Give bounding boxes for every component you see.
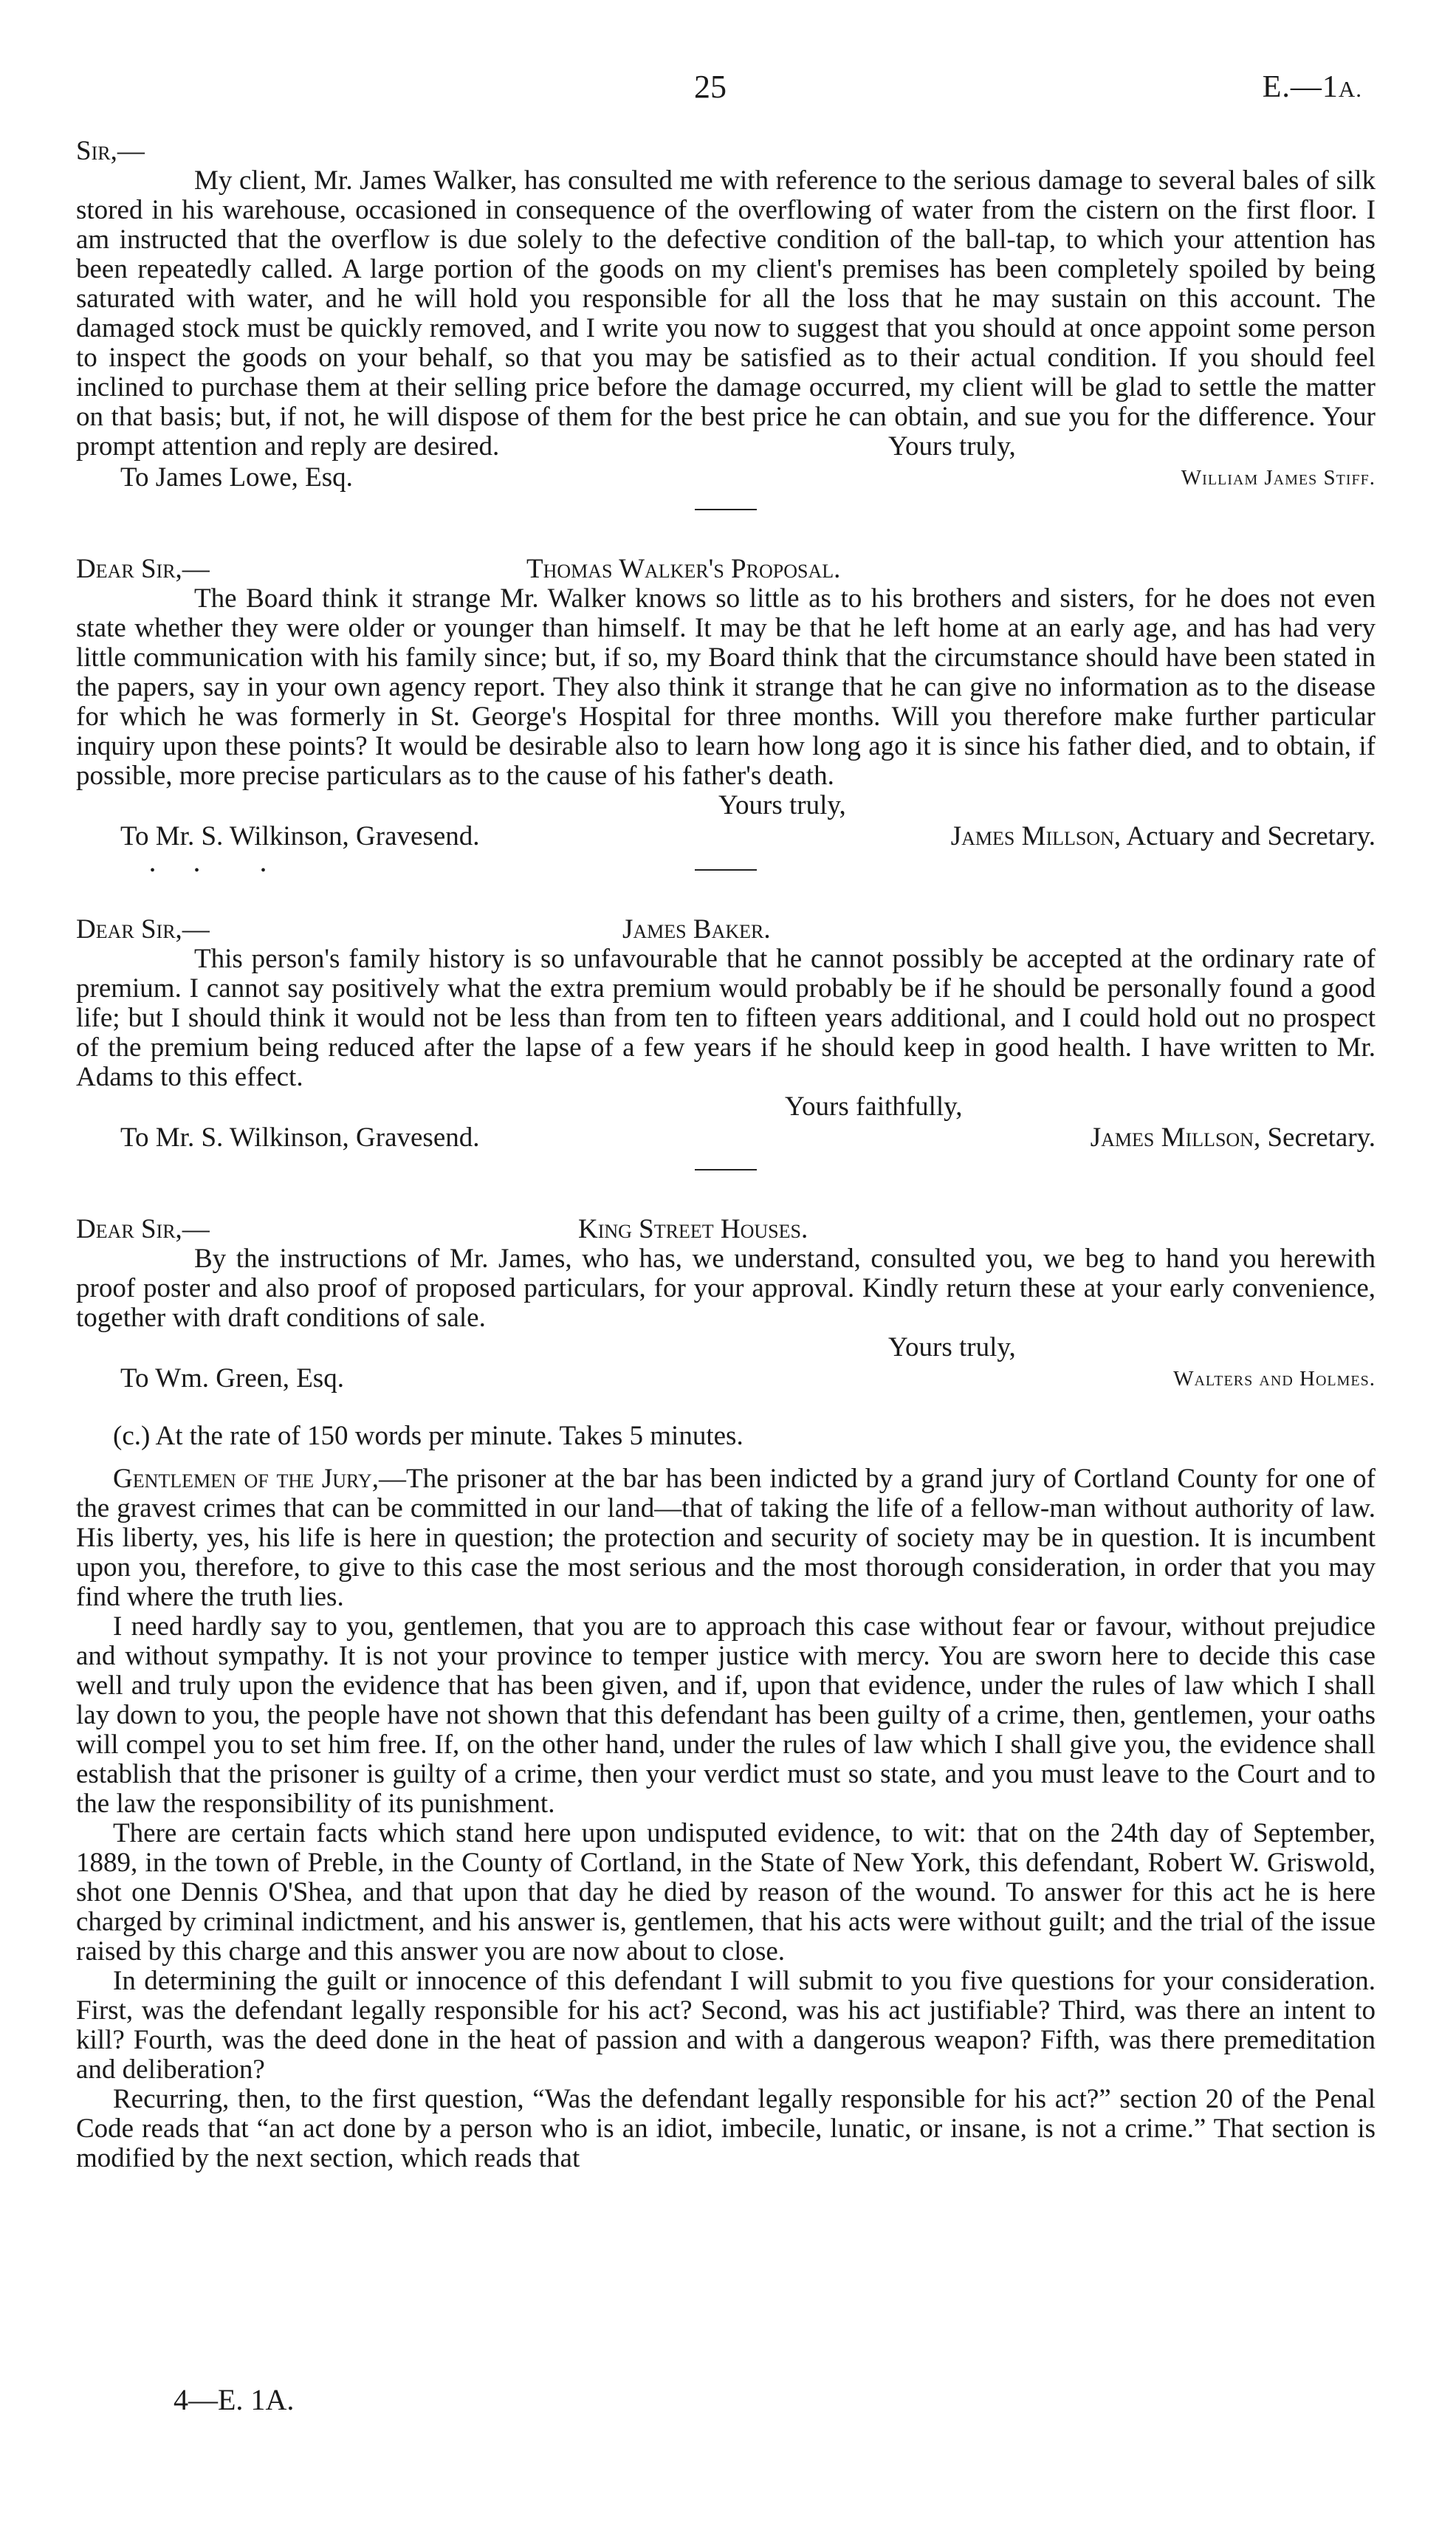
speech-paragraph: There are certain facts which stand here upon undisputed evidence, to wit: that on the 24th day of September, 1889, in the town of Preble, in the County of Cortland, in the State of New York, this defendant, Robert W. Griswold, shot one Dennis O'Shea, and that upon that day he died by reason of the wound. To answer for this act he is here charged by criminal indictment, and his answer is, gentlemen, that his acts were without guilt; and the trial of the issue raised by this charge and this answer you are now about to close. (76, 1818, 1376, 1967)
letter-addressee: To James Lowe, Esq. (120, 462, 353, 493)
letter-signature-row (76, 1123, 1376, 1154)
speech-paragraph: Gentlemen of the Jury,—The prisoner at the bar has been indicted by a grand jury of Cortland County for one of the gravest crimes that can be committed in our land—that of taking the life of a fellow-man without authority of law. His liberty, yes, his life is here in question; the protection and security of society may be in question. It is incumbent upon you, therefore, to give to this case the most serious and the most thorough consideration, in order that you may find where the truth lies. (76, 1464, 1376, 1612)
letter-heading-row (76, 1215, 1376, 1244)
letter-title: Thomas Walker's Proposal. (526, 554, 841, 584)
section-divider (695, 509, 757, 510)
letter-body: By the instructions of Mr. James, who has, we understand, consulted you, we beg to hand you herewith proof poster and also proof of proposed particulars, for your approval. Kindly return these at your early convenience, together with draft conditions of sale. (76, 1244, 1376, 1333)
letter-signature: James Millson, Secretary. (1090, 1122, 1376, 1153)
letter-heading-row (76, 915, 1376, 945)
letter-closing: Yours truly, (888, 431, 1016, 462)
letter-closing-row (76, 791, 1376, 822)
letter-signature-row (76, 822, 1376, 853)
letter-closing-row (76, 432, 1376, 463)
letter-addressee: To Wm. Green, Esq. (120, 1363, 344, 1394)
letter-salutation: Dear Sir,— (76, 1214, 210, 1244)
page-header (0, 69, 1456, 109)
speech-paragraph: I need hardly say to you, gentlemen, that you are to approach this case without fear or favour, without prejudice and without sympathy. It is not your province to temper justice with mercy. You are sworn here to decide this case well and truly upon the evidence that has been given, and if, upon that evidence, under the rules of law which I shall lay down to you, the people have not shown that this defendant has been guilty of a crime, then, gentlemen, your oaths will compel you to set him free. If, on the other hand, under the rules of law which I shall give you, the evidence shall establish that the prisoner is guilty of a crime, then your verdict must so state, and you must leave to the Court and to the law the responsibility of its punishment. (76, 1611, 1376, 1819)
speech-lead: Gentlemen of the Jury, (113, 1464, 379, 1494)
letter-closing-row (76, 1092, 1376, 1123)
letter-title: King Street Houses. (578, 1214, 808, 1244)
letter-signature: James Millson, Actuary and Secretary. (950, 821, 1376, 851)
section-c-heading: (c.) At the rate of 150 words per minute. Takes 5 minutes. (113, 1421, 744, 1451)
letter-closing: Yours faithfully, (785, 1091, 963, 1122)
letter-signature-row (76, 1364, 1376, 1395)
section-divider (695, 1169, 757, 1170)
signature-mark: 4—E. 1A. (174, 2383, 295, 2416)
section-divider (695, 869, 757, 871)
letter-closing: Yours truly, (718, 790, 846, 820)
letter-heading-row (76, 555, 1376, 584)
ref-main: E.—1 (1262, 70, 1339, 104)
document-reference (1263, 72, 1362, 104)
letter-salutation: Sir,— (76, 136, 145, 166)
letter-addressee: To Mr. S. Wilkinson, Gravesend. (120, 821, 480, 851)
letter-thomas-walker (76, 554, 1376, 879)
letter-title: James Baker. (622, 914, 771, 945)
letter-closing-row (76, 1333, 1376, 1364)
letter-king-street (76, 1215, 1376, 1395)
page-number: 25 (694, 69, 727, 105)
stray-marks: • • • (150, 863, 267, 879)
speech-paragraph: Recurring, then, to the first question, “Was the defendant legally responsible for his act?” section 20 of the Penal Code reads that “an act done by a person who is an idiot, imbecile, lunatic, or insane, is not a crime.” That section is modified by the next section, which reads that (76, 2084, 1376, 2173)
letter-silk-damage (76, 137, 1376, 510)
letter-body: My client, Mr. James Walker, has consulted me with reference to the serious damage to several bales of silk stored in his warehouse, occasioned in consequence of the overflowing of water from the cistern on the first floor. I am instructed that the overflow is due solely to the defective condition of the ball-tap, to which your attention has been repeatedly called. A large portion of the goods on my client's premises has been completely spoiled by being saturated with water, and he will hold you responsible for all the loss that he may sustain on this account. The damaged stock must be quickly removed, and I write you now to suggest that you should at once appoint some person to inspect the goods on your behalf, so that you may be satisfied as to their actual condition. If you should feel inclined to purchase them at their selling price before the damage occurred, my client will be glad to settle the matter on that basis; but, if not, he will dispose of them for the best price he can obtain, and sue you for the difference. Your prompt attention and reply are desired. (76, 165, 1376, 462)
letter-james-baker (76, 915, 1376, 1170)
letter-signature: Walters and Holmes. (1173, 1367, 1376, 1391)
letter-salutation: Dear Sir,— (76, 914, 210, 945)
ref-small: A. (1338, 76, 1362, 102)
letter-closing: Yours truly, (888, 1332, 1016, 1362)
letter-signature: William James Stiff. (1181, 466, 1376, 490)
letter-salutation: Dear Sir,— (76, 554, 210, 584)
letter-body: The Board think it strange Mr. Walker knows so little as to his brothers and sisters, for he does not even state whether they were older or younger than himself. It may be that he left home at an early age, and has had very little communication with his family since; but, if so, my Board think that the circumstance should have been stated in the papers, say in your own agency report. They also think it strange that he can give no information as to the disease for which he was formerly in St. George's Hospital for three months. Will you therefore make further particular inquiry upon these points? It would be desirable also to learn how long ago it is since his father died, and to obtain, if possible, more precise particulars as to the cause of his father's death. (76, 583, 1376, 791)
speech-paragraph: In determining the guilt or innocence of this defendant I will submit to you five questions for your consideration. First, was the defendant legally responsible for his act? Second, was his act justifiable? Third, was there an intent to kill? Fourth, was the deed done in the heat of passion and with a dangerous weapon? Fifth, was there premeditation and deliberation? (76, 1966, 1376, 2085)
letter-addressee: To Mr. S. Wilkinson, Gravesend. (120, 1122, 480, 1153)
letter-signature-row (76, 463, 1376, 494)
letter-body: This person's family history is so unfavourable that he cannot possibly be accepted at the ordinary rate of premium. I cannot say positively what the extra premium would probably be if he should be personally found a good life; but I should think it would not be less than from ten to fifteen years additional, and I could hold out no prospect of the premium being reduced after the lapse of a few years if he should keep in good health. I have written to Mr. Adams to this effect. (76, 944, 1376, 1092)
section-c-speech (76, 1422, 1376, 2173)
page-content (76, 137, 1376, 2173)
